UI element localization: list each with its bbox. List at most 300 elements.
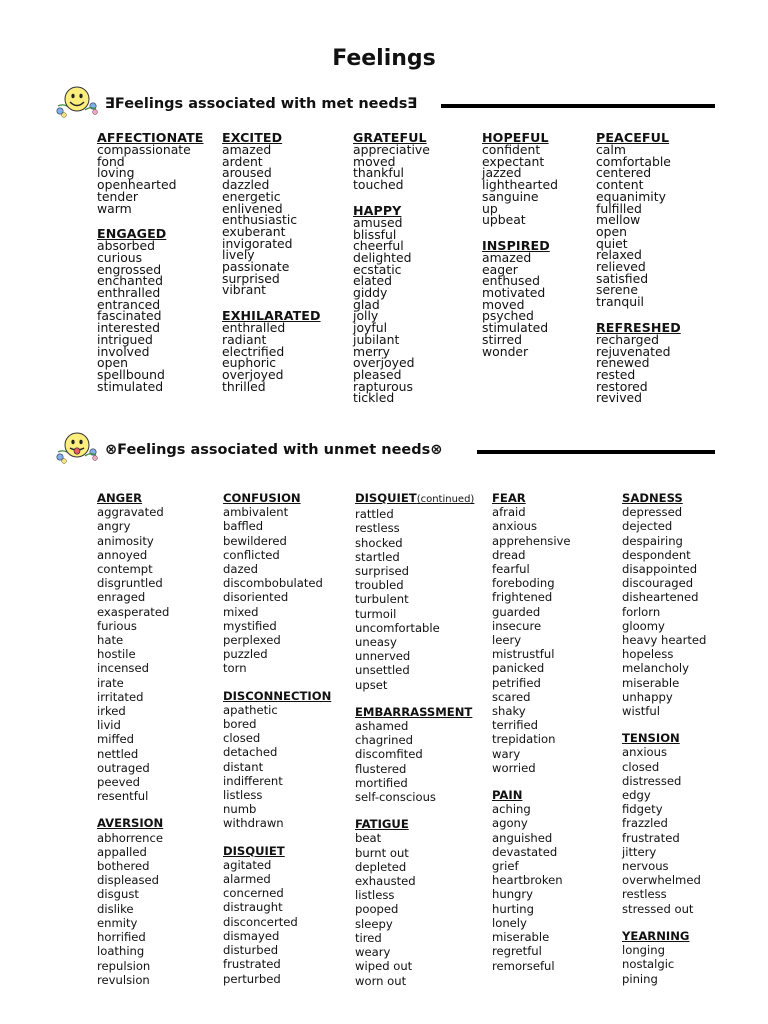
feeling-word: lighthearted xyxy=(482,177,558,193)
category-label: ANGER xyxy=(97,491,143,505)
unmet-needs-header xyxy=(55,430,715,470)
category-label: DISCONNECTION xyxy=(223,688,332,703)
feeling-word: ardent xyxy=(222,153,263,169)
feeling-word: resentful xyxy=(97,789,149,804)
feeling-word: heartbroken xyxy=(492,873,563,888)
feeling-word: delighted xyxy=(353,249,412,265)
category-note: (continued) xyxy=(416,494,475,505)
category-heading xyxy=(622,491,706,505)
feeling-word: serene xyxy=(596,282,638,298)
feeling-word: content xyxy=(596,177,644,193)
category-heading xyxy=(97,491,169,505)
feeling-word: petrified xyxy=(492,675,541,690)
feeling-word: afraid xyxy=(492,505,526,520)
feeling-word: aggravated xyxy=(97,505,164,520)
feeling-word: curious xyxy=(97,249,143,265)
feeling-word: relieved xyxy=(596,259,646,275)
feeling-word: revived xyxy=(596,390,643,406)
feeling-word: ecstatic xyxy=(353,261,402,277)
feeling-group xyxy=(222,131,321,296)
feeling-word: tender xyxy=(97,188,138,204)
feeling-word: agony xyxy=(492,816,528,831)
smiley-tongue-icon xyxy=(55,430,99,466)
category-label: PAIN xyxy=(492,788,523,803)
feeling-word: depleted xyxy=(355,859,407,874)
category-label: HAPPY xyxy=(353,202,402,218)
feeling-word: open xyxy=(596,223,627,239)
feeling-word: revulsion xyxy=(97,972,150,987)
feeling-word: aching xyxy=(492,802,531,817)
feeling-word: frustrated xyxy=(223,957,281,972)
unmet-needs-heading: ⊗Feelings associated with unmet needs⊗ xyxy=(105,442,443,458)
category-label: REFRESHED xyxy=(596,319,681,335)
feeling-word: nettled xyxy=(97,746,139,761)
unmet-column xyxy=(223,491,331,986)
feeling-group xyxy=(355,817,474,987)
feeling-word: discomfited xyxy=(355,747,423,762)
feeling-word: devastated xyxy=(492,844,558,859)
feeling-word: cheerful xyxy=(353,238,404,254)
feeling-group xyxy=(223,491,331,676)
feeling-word: fidgety xyxy=(622,802,663,817)
feeling-word: bewildered xyxy=(223,533,287,548)
feeling-word: worried xyxy=(492,760,536,775)
feeling-word: puzzled xyxy=(223,647,268,662)
feeling-word: mistrustful xyxy=(492,647,555,662)
feeling-word: spellbound xyxy=(97,366,165,382)
feeling-word: unsettled xyxy=(355,663,410,678)
feeling-word: stirred xyxy=(482,331,522,347)
feeling-word: anguished xyxy=(492,830,553,845)
feeling-word: lively xyxy=(222,247,255,263)
feeling-word: anxious xyxy=(622,745,668,760)
feeling-word: uncomfortable xyxy=(355,620,440,635)
category-label: TENSION xyxy=(622,731,680,746)
feeling-group xyxy=(492,491,571,775)
feeling-word: aroused xyxy=(222,165,272,181)
feeling-word: livid xyxy=(97,718,121,733)
feeling-word: overjoyed xyxy=(222,366,284,382)
met-column xyxy=(97,131,203,392)
feeling-word: perturbed xyxy=(223,971,281,986)
feeling-word: shocked xyxy=(355,535,403,550)
feeling-word: numb xyxy=(223,802,257,817)
feeling-word: heavy hearted xyxy=(622,633,707,648)
feeling-word: dazed xyxy=(223,562,259,577)
feeling-word: rattled xyxy=(355,507,394,522)
feeling-word: pining xyxy=(622,971,658,986)
feeling-word: miserable xyxy=(622,675,680,690)
category-label: AVERSION xyxy=(97,816,164,831)
feeling-word: terrified xyxy=(492,718,539,733)
feeling-word: disappointed xyxy=(622,562,698,577)
feeling-word: exhausted xyxy=(355,874,416,889)
feeling-word: hungry xyxy=(492,887,534,902)
feeling-word: forlorn xyxy=(622,604,661,619)
feeling-word: dislike xyxy=(97,901,134,916)
feeling-word: radiant xyxy=(222,331,267,347)
feeling-word: fond xyxy=(97,153,125,169)
feeling-word: guarded xyxy=(492,604,541,619)
feeling-word: withdrawn xyxy=(223,816,284,831)
feeling-word: perplexed xyxy=(223,633,281,648)
feeling-word: worn out xyxy=(355,973,407,988)
feeling-word: nervous xyxy=(622,859,669,874)
feeling-word: open xyxy=(97,355,128,371)
feeling-word: rejuvenated xyxy=(596,343,671,359)
category-label: DISQUIET xyxy=(355,491,417,505)
feeling-word: disheartened xyxy=(622,590,699,605)
feeling-group xyxy=(622,491,706,718)
smiley-flowers-icon xyxy=(55,84,99,120)
feeling-word: jittery xyxy=(622,844,657,859)
feeling-group xyxy=(97,227,203,392)
feeling-word: hurting xyxy=(492,901,534,916)
category-heading xyxy=(97,816,169,830)
feeling-word: enthusiastic xyxy=(222,212,298,228)
category-label: FATIGUE xyxy=(355,817,409,832)
feeling-word: wonder xyxy=(482,343,529,359)
feeling-word: centered xyxy=(596,165,652,181)
feeling-word: conflicted xyxy=(223,547,280,562)
feeling-word: lonely xyxy=(492,915,527,930)
feeling-word: shaky xyxy=(492,704,526,719)
feeling-word: bothered xyxy=(97,859,150,874)
feeling-word: animosity xyxy=(97,533,154,548)
feeling-word: rapturous xyxy=(353,378,413,394)
feeling-word: openhearted xyxy=(97,177,177,193)
feeling-word: touched xyxy=(353,177,404,193)
feeling-word: appreciative xyxy=(353,142,430,157)
category-label: YEARNING xyxy=(622,928,690,943)
feeling-word: discombobulated xyxy=(223,576,323,591)
feeling-word: quiet xyxy=(596,235,628,251)
feeling-word: anxious xyxy=(492,519,538,534)
feeling-word: disconcerted xyxy=(223,914,298,929)
feeling-word: frustrated xyxy=(622,830,680,845)
feeling-word: recharged xyxy=(596,331,659,347)
feeling-word: moved xyxy=(353,153,396,169)
feeling-word: intrigued xyxy=(97,331,153,347)
feeling-word: eager xyxy=(482,261,518,277)
unmet-divider-line xyxy=(477,450,715,454)
feeling-word: thankful xyxy=(353,165,404,181)
feeling-word: startled xyxy=(355,549,400,564)
feeling-word: listless xyxy=(223,788,263,803)
feeling-group xyxy=(223,689,331,831)
feeling-word: burnt out xyxy=(355,845,409,860)
feeling-word: contempt xyxy=(97,562,153,577)
feeling-word: troubled xyxy=(355,578,404,593)
feeling-word: fearful xyxy=(492,562,530,577)
feeling-word: exasperated xyxy=(97,604,170,619)
category-label: INSPIRED xyxy=(482,237,550,253)
met-divider-line xyxy=(441,104,715,108)
page-title: Feelings xyxy=(332,46,436,71)
feeling-group xyxy=(622,731,706,916)
feeling-word: displeased xyxy=(97,873,159,888)
feeling-word: distressed xyxy=(622,773,682,788)
feeling-word: foreboding xyxy=(492,576,555,591)
feeling-word: enraged xyxy=(97,590,146,605)
feeling-word: panicked xyxy=(492,661,545,676)
unmet-column xyxy=(97,491,169,987)
feeling-word: satisfied xyxy=(596,270,649,286)
feeling-word: pooped xyxy=(355,902,399,917)
feeling-word: nostalgic xyxy=(622,957,675,972)
feeling-word: passionate xyxy=(222,259,290,275)
feeling-word: elated xyxy=(353,273,393,289)
feeling-word: disgust xyxy=(97,887,139,902)
category-label: AFFECTIONATE xyxy=(97,130,204,145)
feeling-word: dread xyxy=(492,547,526,562)
feeling-group xyxy=(353,131,430,191)
feeling-word: absorbed xyxy=(97,238,155,254)
feeling-word: stimulated xyxy=(97,378,164,394)
feeling-group xyxy=(223,844,331,986)
feeling-word: alarmed xyxy=(223,872,271,887)
feeling-word: upset xyxy=(355,677,388,692)
feeling-word: warm xyxy=(97,200,132,216)
feeling-word: apprehensive xyxy=(492,533,571,548)
feeling-word: leery xyxy=(492,633,522,648)
feeling-word: loving xyxy=(97,165,135,181)
feeling-word: enthused xyxy=(482,273,540,289)
feeling-word: jolly xyxy=(353,308,379,324)
met-needs-heading: ∃Feelings associated with met needs∃ xyxy=(105,96,418,112)
feeling-group xyxy=(97,816,169,986)
feeling-word: gloomy xyxy=(622,618,665,633)
feeling-word: upbeat xyxy=(482,212,526,228)
category-heading xyxy=(622,731,706,745)
feeling-word: enthralled xyxy=(222,320,286,336)
feeling-word: despairing xyxy=(622,533,683,548)
feeling-group xyxy=(622,929,706,986)
feeling-word: ambivalent xyxy=(223,505,289,520)
unmet-column xyxy=(492,491,571,973)
feeling-word: jubilant xyxy=(353,331,400,347)
feeling-word: motivated xyxy=(482,285,546,301)
feeling-word: enchanted xyxy=(97,273,163,289)
feeling-word: expectant xyxy=(482,153,545,169)
feeling-word: grief xyxy=(492,859,519,874)
feeling-word: depressed xyxy=(622,505,683,520)
feeling-word: vibrant xyxy=(222,282,267,298)
feeling-word: peeved xyxy=(97,775,140,790)
feeling-word: confident xyxy=(482,142,541,157)
feeling-word: overjoyed xyxy=(353,355,415,371)
feeling-word: tickled xyxy=(353,390,395,406)
category-label: SADNESS xyxy=(622,491,683,505)
category-label: PEACEFUL xyxy=(596,130,670,145)
feeling-word: ashamed xyxy=(355,719,409,734)
feeling-word: unhappy xyxy=(622,689,673,704)
feeling-word: fascinated xyxy=(97,308,162,324)
feeling-word: amused xyxy=(353,214,403,230)
feeling-word: edgy xyxy=(622,788,651,803)
feeling-word: blissful xyxy=(353,226,397,242)
feeling-word: hopeless xyxy=(622,647,674,662)
feeling-word: up xyxy=(482,200,498,216)
feeling-word: relaxed xyxy=(596,247,642,263)
feeling-word: glad xyxy=(353,296,380,312)
feeling-word: turmoil xyxy=(355,606,397,621)
feeling-word: stressed out xyxy=(622,901,694,916)
feeling-word: horrified xyxy=(97,930,146,945)
feeling-word: furious xyxy=(97,618,137,633)
feeling-word: concerned xyxy=(223,886,284,901)
feeling-word: unnerved xyxy=(355,649,411,664)
category-label: GRATEFUL xyxy=(353,130,427,145)
category-heading xyxy=(492,788,571,802)
feeling-group xyxy=(353,204,430,404)
feeling-word: disturbed xyxy=(223,943,279,958)
feeling-group xyxy=(97,131,203,214)
feeling-word: exuberant xyxy=(222,223,286,239)
feeling-word: incensed xyxy=(97,661,149,676)
feeling-word: weary xyxy=(355,945,391,960)
category-heading xyxy=(355,817,474,831)
feeling-word: disoriented xyxy=(223,590,289,605)
feeling-word: psyched xyxy=(482,308,534,324)
feeling-word: despondent xyxy=(622,547,691,562)
feeling-word: mortified xyxy=(355,775,408,790)
feeling-word: bored xyxy=(223,717,257,732)
feeling-word: listless xyxy=(355,888,395,903)
unmet-column xyxy=(355,491,474,988)
feeling-group xyxy=(492,788,571,973)
feeling-word: pleased xyxy=(353,366,402,382)
feeling-word: surprised xyxy=(355,564,410,579)
feeling-word: irked xyxy=(97,704,126,719)
feeling-word: wary xyxy=(492,746,521,761)
feeling-word: mellow xyxy=(596,212,641,228)
category-label: EXHILARATED xyxy=(222,308,321,324)
feeling-group xyxy=(596,321,681,404)
feeling-word: joyful xyxy=(353,320,388,336)
category-heading xyxy=(355,705,474,719)
feeling-word: scared xyxy=(492,689,531,704)
feeling-word: dazzled xyxy=(222,177,270,193)
feeling-group xyxy=(596,131,681,308)
feeling-word: comfortable xyxy=(596,153,671,169)
met-needs-header xyxy=(55,84,715,124)
met-column xyxy=(596,131,681,404)
feeling-word: beat xyxy=(355,831,382,846)
category-label: EMBARRASSMENT xyxy=(355,704,473,719)
feeling-word: hostile xyxy=(97,647,136,662)
feeling-group xyxy=(222,309,321,392)
feeling-word: melancholy xyxy=(622,661,689,676)
met-column xyxy=(353,131,430,404)
met-column xyxy=(222,131,321,392)
feeling-word: closed xyxy=(622,759,660,774)
category-heading xyxy=(492,491,571,505)
feeling-word: tranquil xyxy=(596,294,645,310)
feeling-word: dejected xyxy=(622,519,673,534)
feeling-word: agitated xyxy=(223,857,272,872)
feeling-word: fulfilled xyxy=(596,200,642,216)
feeling-word: thrilled xyxy=(222,378,266,394)
feeling-word: compassionate xyxy=(97,142,191,157)
feeling-word: discouraged xyxy=(622,576,694,591)
feeling-word: trepidation xyxy=(492,732,556,747)
category-label: ENGAGED xyxy=(97,226,167,242)
feeling-word: restored xyxy=(596,378,648,394)
feeling-word: baffled xyxy=(223,519,264,534)
feeling-group xyxy=(482,131,558,226)
feeling-word: amazed xyxy=(482,249,532,265)
feeling-word: uneasy xyxy=(355,635,397,650)
feeling-word: repulsion xyxy=(97,958,151,973)
feeling-word: surprised xyxy=(222,270,280,286)
feeling-word: self-conscious xyxy=(355,790,436,805)
feeling-word: enlivened xyxy=(222,200,283,216)
feeling-word: indifferent xyxy=(223,773,283,788)
category-label: FEAR xyxy=(492,491,526,505)
feeling-word: irritated xyxy=(97,689,144,704)
feeling-word: equanimity xyxy=(596,188,666,204)
category-label: EXCITED xyxy=(222,130,283,145)
feeling-word: restless xyxy=(355,521,400,536)
feeling-word: hate xyxy=(97,633,124,648)
category-heading xyxy=(622,929,706,943)
feeling-word: closed xyxy=(223,731,261,746)
feeling-word: tired xyxy=(355,930,382,945)
feeling-word: disgruntled xyxy=(97,576,163,591)
feeling-word: irate xyxy=(97,675,124,690)
feeling-word: overwhelmed xyxy=(622,873,701,888)
feeling-word: wiped out xyxy=(355,959,413,974)
feeling-word: annoyed xyxy=(97,547,148,562)
feeling-word: interested xyxy=(97,320,161,336)
feeling-word: entranced xyxy=(97,296,161,312)
feeling-word: abhorrence xyxy=(97,830,163,845)
met-column xyxy=(482,131,558,357)
feeling-word: rested xyxy=(596,366,636,382)
feeling-word: frightened xyxy=(492,590,553,605)
feeling-word: insecure xyxy=(492,618,542,633)
feeling-word: restless xyxy=(622,887,667,902)
feeling-group xyxy=(355,491,474,692)
feeling-word: longing xyxy=(622,943,665,958)
feeling-word: flustered xyxy=(355,761,407,776)
category-heading xyxy=(223,689,331,703)
feeling-word: dismayed xyxy=(223,928,280,943)
feeling-word: mystified xyxy=(223,618,277,633)
feeling-word: renewed xyxy=(596,355,650,371)
feeling-word: invigorated xyxy=(222,235,293,251)
feeling-group xyxy=(482,239,558,357)
unmet-column xyxy=(622,491,706,986)
feeling-word: detached xyxy=(223,745,278,760)
feeling-word: appalled xyxy=(97,844,147,859)
category-label: HOPEFUL xyxy=(482,130,549,145)
feeling-word: engrossed xyxy=(97,261,162,277)
feeling-word: loathing xyxy=(97,944,145,959)
feeling-word: merry xyxy=(353,343,390,359)
feeling-group xyxy=(97,491,169,803)
feeling-word: frazzled xyxy=(622,816,668,831)
feeling-word: regretful xyxy=(492,944,542,959)
feeling-word: remorseful xyxy=(492,958,555,973)
feeling-word: outraged xyxy=(97,760,150,775)
feeling-word: calm xyxy=(596,142,626,157)
feeling-word: apathetic xyxy=(223,702,278,717)
feeling-word: turbulent xyxy=(355,592,409,607)
feeling-word: wistful xyxy=(622,704,660,719)
feeling-group xyxy=(355,705,474,804)
